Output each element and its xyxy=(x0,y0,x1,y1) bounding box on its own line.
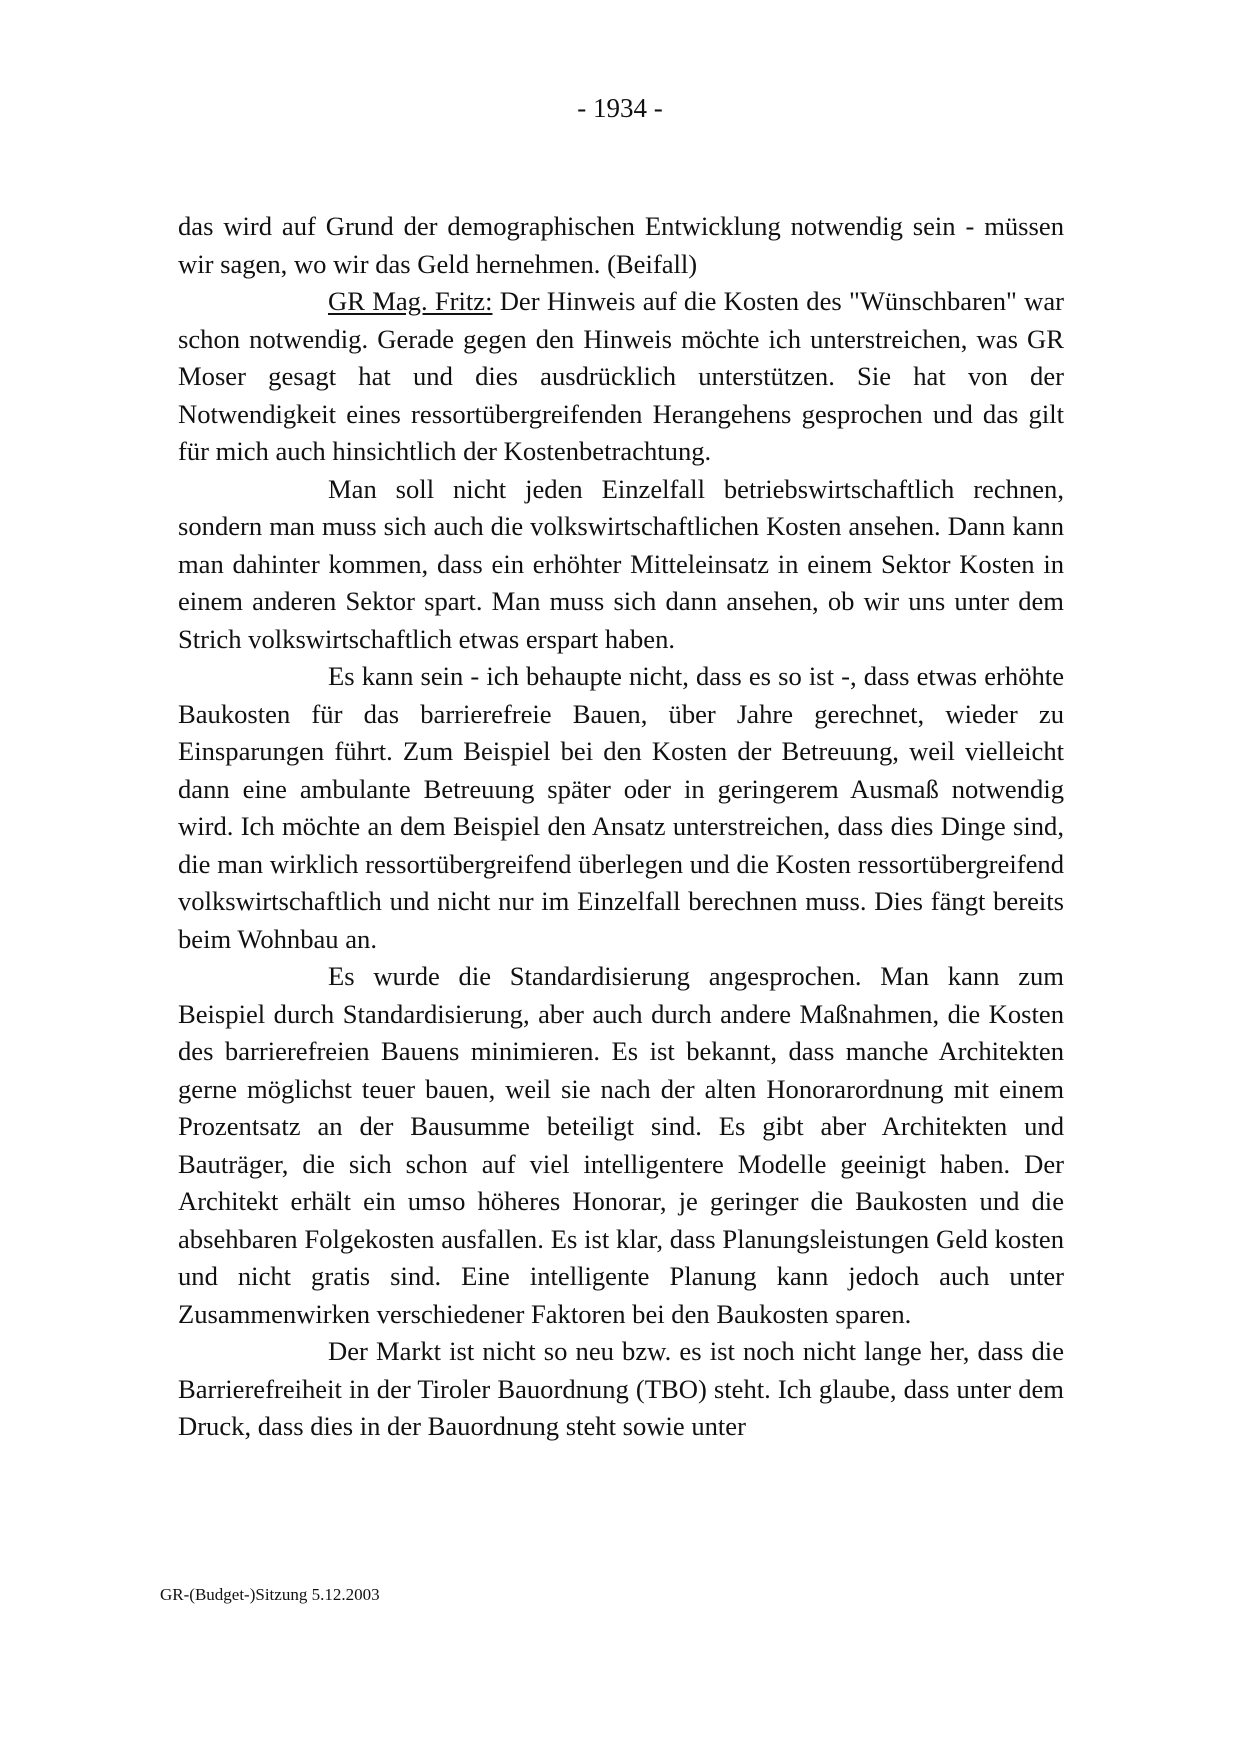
page-number: - 1934 - xyxy=(577,93,663,123)
footer-session-label: GR-(Budget-)Sitzung 5.12.2003 xyxy=(160,1585,380,1604)
document-body xyxy=(178,208,1064,1446)
paragraph: Es kann sein - ich behaupte nicht, dass es so ist -, dass etwas erhöhte Baukosten für das barrierefreie Bauen, über Jahre gerechnet, wieder zu Einsparungen führt. Zum Beispiel bei den Kosten der Betreuung, weil vielleicht dann eine ambulante Betreuung später oder in geringerem Ausmaß notwendig wird. Ich möchte an dem Beispiel den Ansatz unterstreichen, dass dies Dinge sind, die man wirklich ressortübergreifend überlegen und die Kosten ressortübergreifend volkswirtschaftlich und nicht nur im Einzelfall berechnen muss. Dies fängt bereits beim Wohnbau an. xyxy=(178,661,1064,954)
paragraph: Der Markt ist nicht so neu bzw. es ist noch nicht lange her, dass die Barrierefreiheit in der Tiroler Bauordnung (TBO) steht. Ich glaube, dass unter dem Druck, dass dies in der Bauordnung steht sowie unter xyxy=(178,1336,1064,1441)
paragraph-speech-start xyxy=(178,283,1064,471)
paragraph: Man soll nicht jeden Einzelfall betriebswirtschaftlich rechnen, sondern man muss sich auch die volkswirtschaftlichen Kosten ansehen. Dann kann man dahinter kommen, dass ein erhöhter Mitteleinsatz in einem Sektor Kosten in einem anderen Sektor spart. Man muss sich dann ansehen, ob wir uns unter dem Strich volkswirtschaftlich etwas erspart haben. xyxy=(178,473,1064,654)
speech-text: Der Hinweis auf die Kosten des "Wünschbaren" war schon notwendig. Gerade gegen den Hinweis möchte ich unterstreichen, was GR Moser gesagt hat und dies ausdrücklich unterstützen. Sie hat von der Notwendigkeit eines ressortübergreifenden Herangehens gesprochen und das gilt für mich auch hinsichtlich der Kostenbetrachtung. xyxy=(178,286,1064,466)
paragraph-continuation: das wird auf Grund der demographischen Entwicklung notwendig sein - müssen wir sagen, wo wir das Geld hernehmen. (Beifall) xyxy=(178,211,1064,279)
paragraph: Es wurde die Standardisierung angesprochen. Man kann zum Beispiel durch Standardisierung, aber auch durch andere Maßnahmen, die Kosten des barrierefreien Bauens minimieren. Es ist bekannt, dass manche Architekten gerne möglichst teuer bauen, weil sie nach der alten Honorarordnung mit einem Prozentsatz an der Bausumme beteiligt sind. Es gibt aber Architekten und Bauträger, die sich schon auf viel intelligentere Modelle geeinigt haben. Der Architekt erhält ein umso höheres Honorar, je geringer die Baukosten und die absehbaren Folgekosten ausfallen. Es ist klar, dass Planungsleistungen Geld kosten und nicht gratis sind. Eine intelligente Planung kann jedoch auch unter Zusammenwirken verschiedener Faktoren bei den Baukosten sparen. xyxy=(178,961,1064,1329)
speaker-name: GR Mag. Fritz: xyxy=(328,286,493,316)
